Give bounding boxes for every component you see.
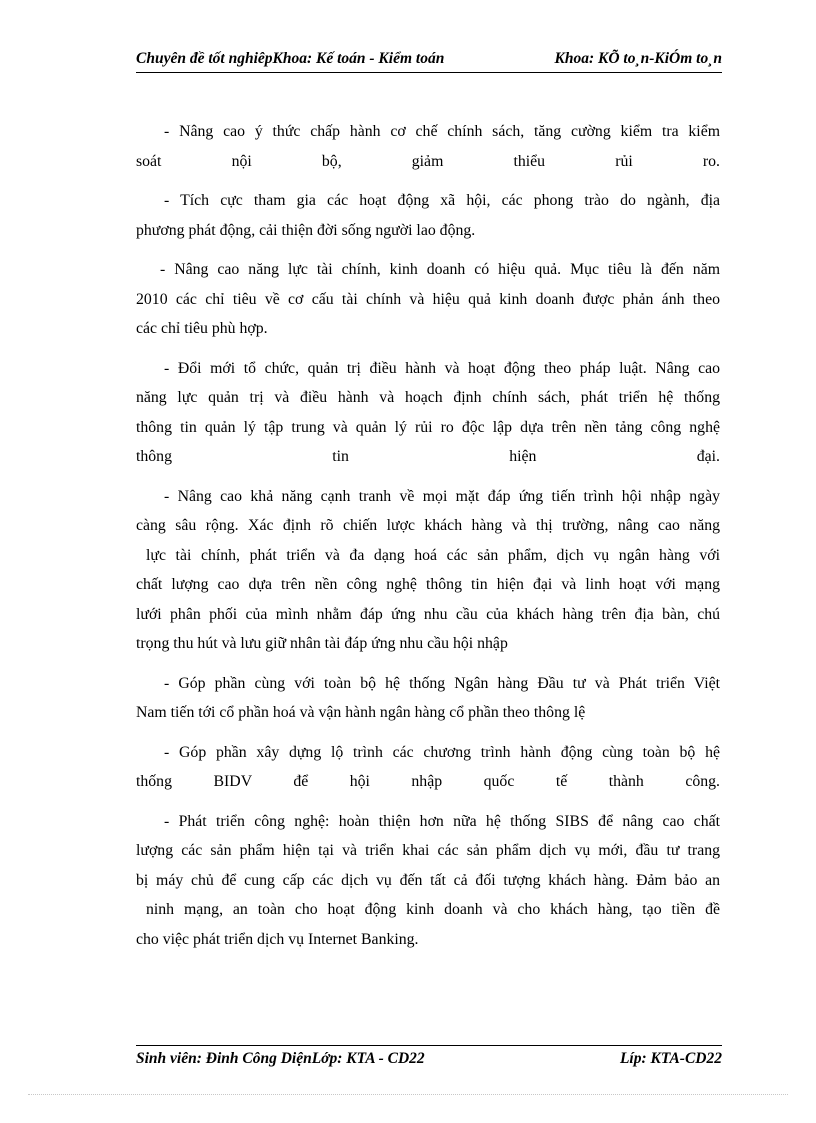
text-line: thông tin quản lý tập trung và quản lý rủi ro độc lập dựa trên nền tảng công nghệ xyxy=(136,418,720,436)
text-line: soát nội bộ, giảm thiểu rủi ro. xyxy=(136,152,720,170)
page-header xyxy=(136,50,722,73)
text-line: - Phát triển công nghệ: hoàn thiện hơn nữa hệ thống SIBS để nâng cao chất xyxy=(164,812,720,830)
text-line: ninh mạng, an toàn cho hoạt động kinh doanh và cho khách hàng, tạo tiền đề xyxy=(146,901,720,918)
text-line: - Nâng cao năng lực tài chính, kinh doanh có hiệu quả. Mục tiêu là đến năm xyxy=(160,261,720,278)
paragraph xyxy=(136,356,720,474)
page-break-divider xyxy=(28,1094,788,1095)
footer-student-info: Sinh viên: Đinh Công DiệnLớp: KTA - CD22 xyxy=(136,1050,425,1067)
text-line: các chỉ tiêu phù hợp. xyxy=(136,320,268,337)
footer-class-info: Líp: KTA-CD22 xyxy=(619,1050,722,1067)
text-line: - Đổi mới tổ chức, quản trị điều hành và hoạt động theo pháp luật. Nâng cao xyxy=(164,359,720,377)
text-line: - Nâng cao khả năng cạnh tranh về mọi mặt đáp ứng tiến trình hội nhập ngày xyxy=(164,487,720,505)
paragraph xyxy=(136,671,720,730)
paragraph xyxy=(136,188,720,247)
text-line: cho việc phát triển dịch vụ Internet Banking. xyxy=(136,930,419,948)
page-footer xyxy=(136,1045,722,1070)
text-line: trọng thu hút và lưu giữ nhân tài đáp ứng nhu cầu hội nhập xyxy=(136,635,508,652)
header-left-title: Chuyên đề tốt nghiêpKhoa: Kế toán - Kiểm toán xyxy=(136,50,445,67)
text-line: bị máy chủ để cung cấp các dịch vụ đến tất cả đối tượng khách hàng. Đảm bảo an xyxy=(136,871,720,889)
text-line: phương phát động, cải thiện đời sống người lao động. xyxy=(136,221,476,239)
text-line: Nam tiến tới cổ phần hoá và vận hành ngân hàng cổ phần theo thông lệ xyxy=(136,704,586,721)
paragraph xyxy=(136,257,720,346)
text-line: 2010 các chỉ tiêu về cơ cấu tài chính và hiệu quả kinh doanh được phản ánh theo xyxy=(136,290,720,308)
paragraph xyxy=(136,119,720,178)
text-line: thống BIDV để hội nhập quốc tế thành công. xyxy=(136,773,720,790)
text-line: lượng các sản phẩm hiện tại và triển khai các sản phẩm dịch vụ mới, đầu tư trang xyxy=(136,842,720,859)
paragraph xyxy=(136,740,720,799)
paragraph xyxy=(136,484,720,661)
text-line: - Góp phần cùng với toàn bộ hệ thống Ngân hàng Đầu tư và Phát triển Việt xyxy=(164,674,720,692)
text-line: lực tài chính, phát triển và đa dạng hoá các sản phẩm, dịch vụ ngân hàng với xyxy=(146,546,720,564)
paragraph xyxy=(136,809,720,957)
header-right-title: Khoa: KÕ to¸n-KiÓm to¸n xyxy=(554,50,722,67)
text-line: năng lực quản trị và điều hành và hoạch định chính sách, phát triển hệ thống xyxy=(136,389,720,406)
text-line: lưới phân phối của mình nhằm đáp ứng nhu cầu của khách hàng trên địa bàn, chú xyxy=(136,605,720,623)
text-line: chất lượng cao dựa trên nền công nghệ thông tin hiện đại và linh hoạt với mạng xyxy=(136,576,720,593)
text-line: - Tích cực tham gia các hoạt động xã hội, các phong trào do ngành, địa xyxy=(164,192,720,209)
document-body xyxy=(136,119,720,956)
text-line: - Nâng cao ý thức chấp hành cơ chế chính sách, tăng cường kiểm tra kiểm xyxy=(164,123,720,140)
text-line: thông tin hiện đại. xyxy=(136,448,720,465)
text-line: - Góp phần xây dựng lộ trình các chương trình hành động cùng toàn bộ hệ xyxy=(164,743,720,761)
text-line: càng sâu rộng. Xác định rõ chiến lược khách hàng và thị trường, nâng cao năng xyxy=(136,517,720,534)
